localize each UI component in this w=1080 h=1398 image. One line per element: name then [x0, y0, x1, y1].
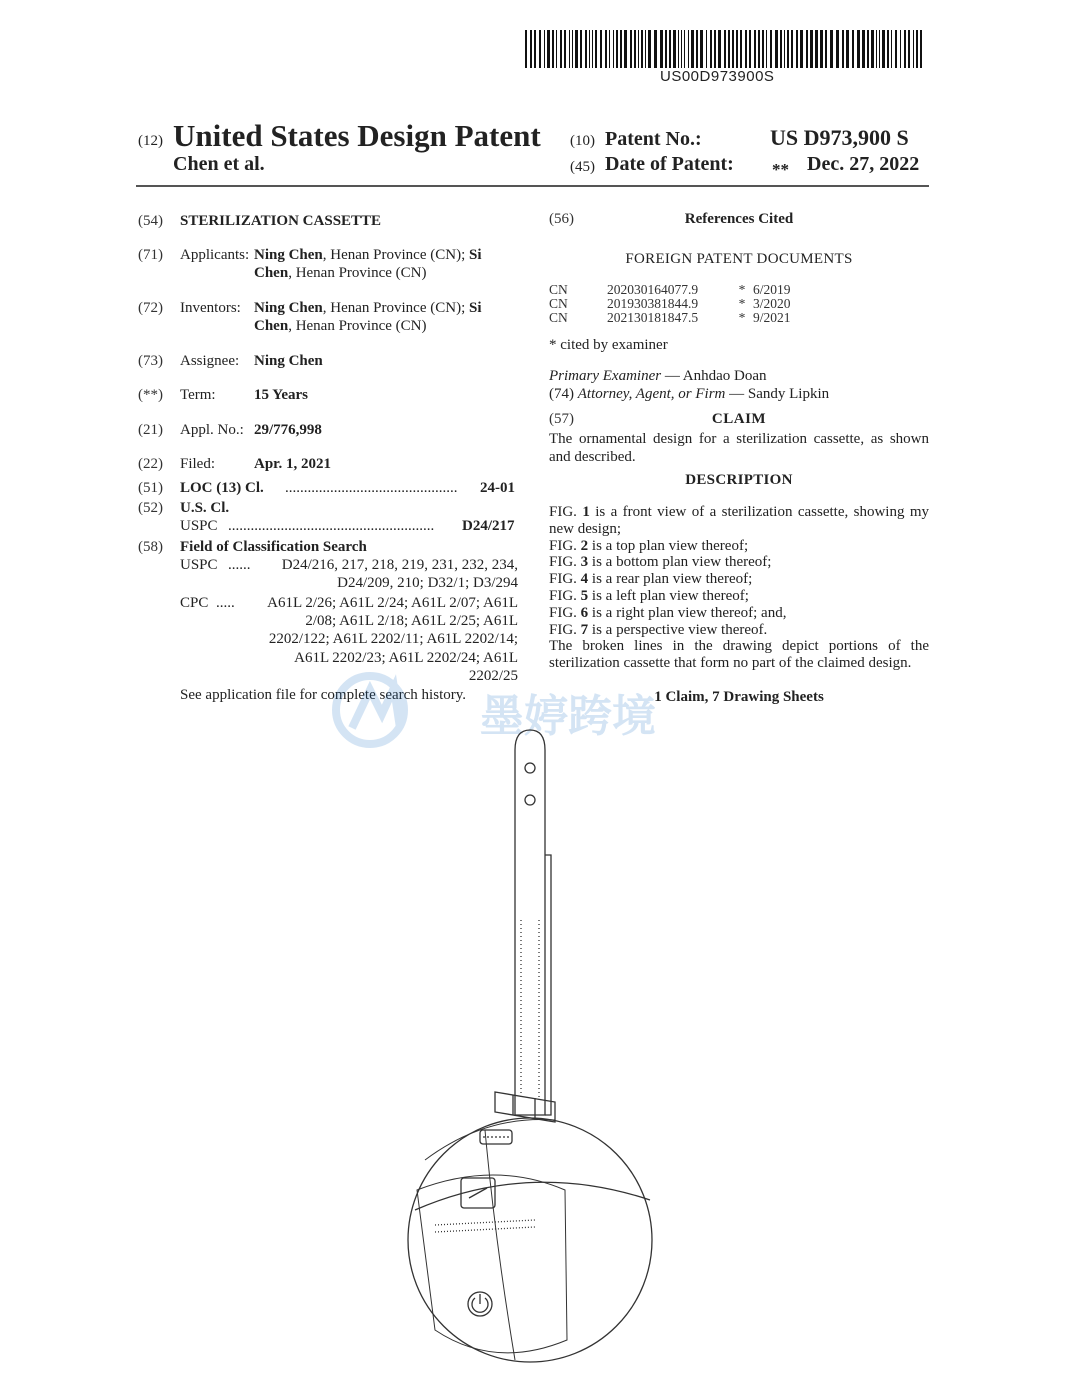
- filed-value: Apr. 1, 2021: [254, 456, 331, 472]
- cpc-line-3: 2202/122; A61L 2202/11; A61L 2202/14;: [268, 631, 518, 647]
- product-drawing: [395, 720, 675, 1390]
- inventor-loc-2: , Henan Province (CN): [288, 318, 427, 334]
- barcode-bar: [648, 30, 651, 68]
- patent-title: United States Design Patent: [173, 118, 541, 153]
- applicant-loc-2: , Henan Province (CN): [288, 265, 427, 281]
- desc-item: FIG. 2 is a top plan view thereof;: [549, 537, 749, 554]
- appl-no-value: 29/776,998: [254, 422, 322, 438]
- barcode-bar: [569, 30, 570, 68]
- description-list: [549, 504, 929, 672]
- barcode-bar: [700, 30, 703, 68]
- code-45: (45): [570, 159, 595, 175]
- desc-item: FIG. 5 is a left plan view thereof;: [549, 587, 749, 604]
- barcode-bar: [871, 30, 874, 68]
- cpc-line-4: A61L 2202/23; A61L 2202/24; A61L: [294, 650, 518, 666]
- barcode-bar: [745, 30, 747, 68]
- ref-country: CN: [549, 310, 568, 325]
- barcode-bar: [669, 30, 671, 68]
- attorney-value: Sandy Lipkin: [747, 386, 830, 402]
- barcode-bar: [806, 30, 808, 68]
- barcode-bar: [780, 30, 782, 68]
- barcode-bar: [784, 30, 785, 68]
- inventor-name-2a: Si: [469, 300, 482, 316]
- desc-item: FIG. 1 is a front view of a sterilization cassette, showing my new design;: [549, 504, 929, 537]
- barcode-bar: [758, 30, 760, 68]
- barcode-bar: [908, 30, 910, 68]
- barcode-bar: [900, 30, 901, 68]
- inventors-short: Chen et al.: [173, 153, 265, 175]
- barcode-bar: [530, 30, 532, 68]
- barcode-bar: [895, 30, 897, 68]
- barcode-bar: [638, 30, 639, 68]
- barcode-bar: [681, 30, 682, 68]
- barcode-bar: [842, 30, 844, 68]
- barcode-bar: [916, 30, 918, 68]
- patent-date: Dec. 27, 2022: [807, 153, 920, 175]
- barcode-bar: [539, 30, 541, 68]
- barcode-bar: [775, 30, 778, 68]
- uspc-label: USPC: [180, 557, 218, 573]
- ref-number: 202130181847.5: [607, 310, 699, 325]
- barcode-bar: [887, 30, 889, 68]
- barcode-bar: [630, 30, 632, 68]
- cpc-line-2: 2/08; A61L 2/18; A61L 2/25; A61L: [305, 613, 518, 629]
- reference-row: [549, 283, 791, 297]
- code-56: (56): [549, 211, 574, 227]
- barcode-bar: [791, 30, 793, 68]
- ref-star: *: [738, 310, 746, 325]
- barcode-bar: [913, 30, 914, 68]
- patent-no-label: Patent No.:: [605, 128, 702, 150]
- ref-date: 9/2021: [753, 310, 791, 325]
- barcode-bar: [688, 30, 689, 68]
- desc-item: FIG. 6 is a right plan view thereof; and,: [549, 604, 787, 621]
- barcode-bar: [754, 30, 756, 68]
- applicants-label: Applicants:: [180, 247, 250, 263]
- inventor-name-2b: Chen: [254, 318, 289, 334]
- barcode-bar: [879, 30, 880, 68]
- barcode-bar: [740, 30, 742, 68]
- barcode-bar: [534, 30, 536, 68]
- barcode-bar: [836, 30, 839, 68]
- code-12: (12): [138, 133, 163, 149]
- barcode-bar: [609, 30, 610, 68]
- loc-value: 24-01: [480, 480, 515, 496]
- barcode-bar: [770, 30, 772, 68]
- us-cl-sub: USPC: [180, 518, 218, 534]
- barcode-bar: [891, 30, 892, 68]
- claim-title: CLAIM: [711, 411, 767, 427]
- barcode-bar: [876, 30, 877, 68]
- barcode-bar: [749, 30, 751, 68]
- barcode-bar: [857, 30, 860, 68]
- ref-country: CN: [549, 282, 568, 297]
- barcode-bar: [810, 30, 813, 68]
- barcode-bar: [710, 30, 712, 68]
- barcode-bar: [762, 30, 764, 68]
- device-body: [408, 1118, 652, 1362]
- applicant-name-2b: Chen: [254, 265, 289, 281]
- field-search-label: Field of Classification Search: [180, 539, 367, 555]
- barcode-bar: [724, 30, 726, 68]
- ref-number: 201930381844.9: [607, 296, 699, 311]
- barcode-bar: [641, 30, 643, 68]
- barcode-bar: [691, 30, 694, 68]
- claim-text: The ornamental design for a sterilization cassette, as shown and described.: [549, 431, 929, 465]
- applicant-name-1: Ning Chen: [254, 247, 323, 263]
- barcode-bar: [600, 30, 602, 68]
- references-title: References Cited: [684, 211, 794, 227]
- barcode-bar: [595, 30, 597, 68]
- appl-no-label: Appl. No.:: [180, 422, 244, 438]
- code-22: (22): [138, 456, 163, 472]
- ref-date: 3/2020: [753, 296, 791, 311]
- examiner-label: Primary Examiner: [549, 368, 662, 384]
- code-10: (10): [570, 133, 595, 149]
- cpc-line-5: 2202/25: [468, 668, 518, 684]
- reference-row: [549, 311, 791, 325]
- uspc-line-2: D24/209, 210; D32/1; D3/294: [337, 575, 518, 591]
- patent-number: US D973,900 S: [770, 125, 909, 150]
- barcode-bar: [796, 30, 798, 68]
- invention-title: STERILIZATION CASSETTE: [180, 213, 382, 229]
- claims-summary: 1 Claim, 7 Drawing Sheets: [654, 689, 824, 705]
- barcode-bar: [684, 30, 685, 68]
- applicant-name-2a: Si: [469, 247, 482, 263]
- barcode-bar: [585, 30, 587, 68]
- barcode-bar: [862, 30, 865, 68]
- barcode-bar: [624, 30, 627, 68]
- ref-number: 202030164077.9: [607, 282, 699, 297]
- inventor-name-1: Ning Chen: [254, 300, 323, 316]
- ref-star: *: [738, 296, 746, 311]
- code-72: (72): [138, 300, 163, 316]
- code-57: (57): [549, 411, 574, 427]
- barcode-number: US00D973900S: [660, 68, 775, 85]
- barcode-bar: [736, 30, 738, 68]
- filed-label: Filed:: [180, 456, 216, 472]
- barcode-bar: [852, 30, 854, 68]
- term-label: Term:: [180, 387, 216, 403]
- barcode-bar: [815, 30, 818, 68]
- code-21: (21): [138, 422, 163, 438]
- ref-date: 6/2019: [753, 282, 791, 297]
- code-52: (52): [138, 500, 163, 516]
- examiner-name: Anhdao Doan: [682, 368, 767, 384]
- loc-label: LOC (13) Cl.: [180, 480, 264, 496]
- barcode-bar: [665, 30, 667, 68]
- barcode-bar: [613, 30, 614, 68]
- barcode-bar: [616, 30, 618, 68]
- barcode-bar: [706, 30, 707, 68]
- barcode-bar: [728, 30, 730, 68]
- description-title: DESCRIPTION: [685, 472, 793, 488]
- barcode-bar: [620, 30, 622, 68]
- barcode-bar: [560, 30, 562, 68]
- primary-examiner: [549, 367, 766, 385]
- barcode-bar: [904, 30, 906, 68]
- applicants-value: [254, 246, 519, 282]
- cpc-dots: .....: [216, 595, 235, 611]
- code-term: (**): [138, 387, 163, 403]
- code-54: (54): [138, 213, 163, 229]
- barcode-bar: [580, 30, 582, 68]
- references-table: [549, 283, 791, 325]
- us-cl-dots: .......................................................: [228, 518, 435, 534]
- barcode-bar: [605, 30, 607, 68]
- date-label: Date of Patent:: [605, 153, 734, 175]
- attorney-label: Attorney, Agent, or Firm: [577, 386, 726, 402]
- barcode-bar: [654, 30, 657, 68]
- barcode-bar: [645, 30, 646, 68]
- examiner-dash: —: [661, 368, 683, 384]
- us-cl-label: U.S. Cl.: [180, 500, 230, 516]
- attorney-dash: —: [725, 386, 748, 402]
- barcode-bar: [696, 30, 698, 68]
- barcode-bar: [846, 30, 849, 68]
- barcode-bar: [714, 30, 716, 68]
- code-51: (51): [138, 480, 163, 496]
- barcode-bar: [673, 30, 676, 68]
- assignee-value: Ning Chen: [254, 353, 323, 369]
- barcode-bar: [718, 30, 721, 68]
- attorney-line: [549, 385, 829, 403]
- code-74: (74): [549, 386, 574, 402]
- cited-note: * cited by examiner: [549, 337, 668, 353]
- ref-star: *: [738, 282, 746, 297]
- code-71: (71): [138, 247, 163, 263]
- watermark-text: 墨婷跨境: [480, 691, 656, 742]
- barcode-bar: [564, 30, 566, 68]
- barcode-bar: [800, 30, 803, 68]
- us-cl-value: D24/217: [462, 518, 515, 534]
- barcode-bar: [882, 30, 885, 68]
- barcode-bar: [547, 30, 550, 68]
- desc-item: FIG. 4 is a rear plan view thereof;: [549, 571, 753, 588]
- barcode-bar: [766, 30, 767, 68]
- barcode-bar: [732, 30, 734, 68]
- foreign-heading: FOREIGN PATENT DOCUMENTS: [625, 251, 853, 267]
- applicant-loc-1: , Henan Province (CN);: [322, 247, 466, 263]
- ref-country: CN: [549, 296, 568, 311]
- barcode-bar: [820, 30, 823, 68]
- barcode-bar: [920, 30, 922, 68]
- uspc-dots: ......: [228, 557, 251, 573]
- barcode-bar: [592, 30, 593, 68]
- desc-item: FIG. 7 is a perspective view thereof.: [549, 621, 768, 638]
- barcode-bar: [867, 30, 869, 68]
- term-value: 15 Years: [254, 387, 309, 403]
- barcode-bar: [544, 30, 545, 68]
- date-marker: **: [772, 160, 789, 179]
- broken-lines-note: The broken lines in the drawing depict portions of the sterilization cassette that form no part of the claimed design.: [549, 638, 929, 672]
- barcode-bar: [825, 30, 827, 68]
- uspc-line-1: D24/216, 217, 218, 219, 231, 232, 234,: [281, 557, 518, 573]
- barcode-bar: [634, 30, 636, 68]
- barcode-bar: [787, 30, 789, 68]
- assignee-label: Assignee:: [180, 353, 240, 369]
- inventor-loc-1: , Henan Province (CN);: [322, 300, 466, 316]
- loc-dots: ..............................................: [285, 480, 458, 496]
- barcode-bar: [678, 30, 679, 68]
- inventors-label: Inventors:: [180, 300, 241, 316]
- barcode-bar: [660, 30, 663, 68]
- inventors-value: [254, 299, 519, 335]
- cpc-line-1: A61L 2/26; A61L 2/24; A61L 2/07; A61L: [267, 595, 518, 611]
- strap: [515, 730, 551, 1115]
- search-history-note: See application file for complete search history.: [180, 687, 467, 703]
- barcode-bar: [575, 30, 578, 68]
- code-58: (58): [138, 539, 163, 555]
- reference-row: [549, 297, 791, 311]
- barcode-bar: [552, 30, 554, 68]
- desc-item: FIG. 3 is a bottom plan view thereof;: [549, 554, 772, 571]
- barcode: [525, 30, 930, 68]
- barcode-bar: [525, 30, 527, 68]
- barcode-bar: [572, 30, 573, 68]
- barcode-bar: [830, 30, 833, 68]
- cpc-label: CPC: [180, 595, 209, 611]
- header-rule: [136, 185, 929, 187]
- code-73: (73): [138, 353, 163, 369]
- barcode-bar: [589, 30, 590, 68]
- barcode-bar: [556, 30, 557, 68]
